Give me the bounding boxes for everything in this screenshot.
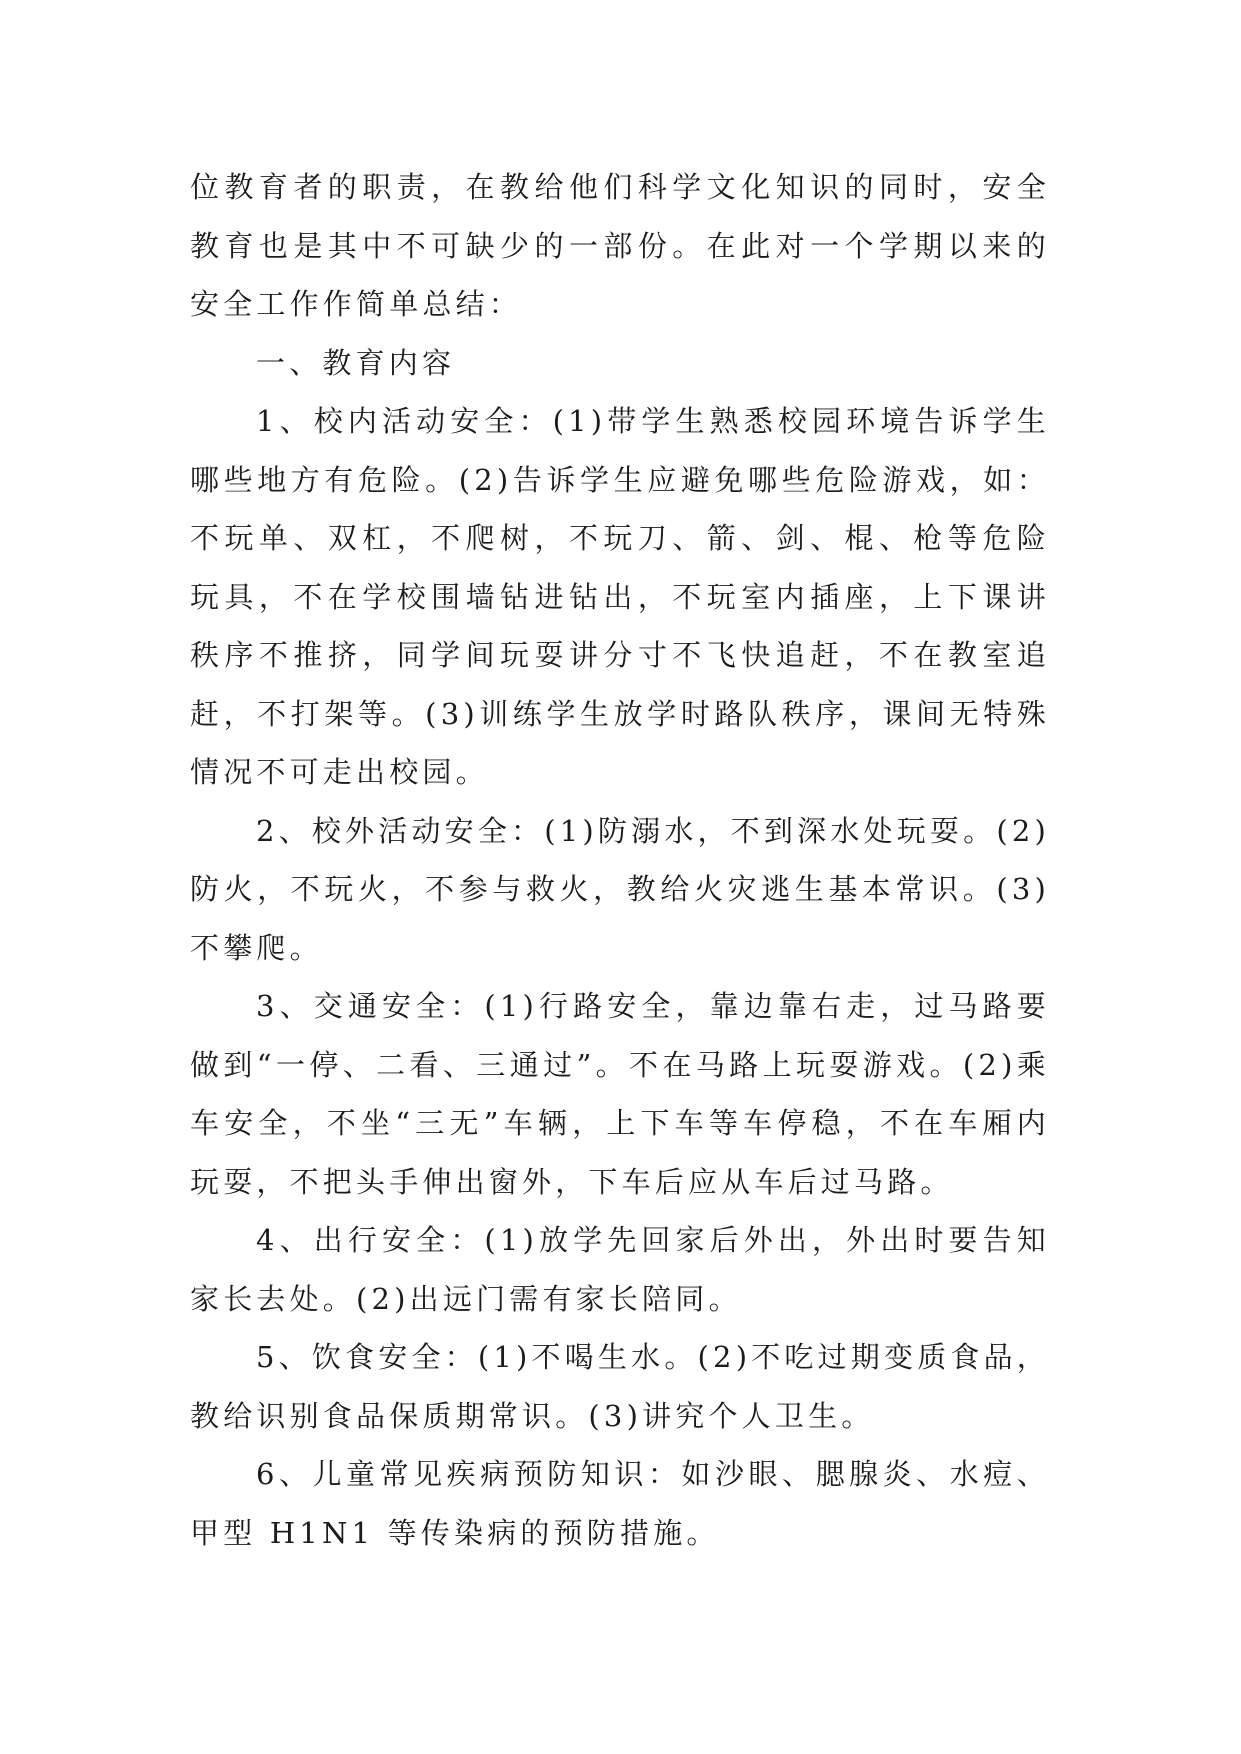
paragraph-campus-safety: 1、校内活动安全：(1)带学生熟悉校园环境告诉学生哪些地方有危险。(2)告诉学生应避免哪些危险游戏，如：不玩单、双杠，不爬树，不玩刀、箭、剑、棍、枪等危险玩具，不在学校围墙钻进钻出，不玩室内插座，上下课讲秩序不推挤，同学间玩耍讲分寸不飞快追赶，不在教室追赶，不打架等。(3)训练学生放学时路队秩序，课间无特殊情况不可走出校园。: [190, 404, 1050, 789]
paragraph-disease-prevention: 6、儿童常见疾病预防知识：如沙眼、腮腺炎、水痘、甲型 H1N1 等传染病的预防措施。: [190, 1457, 1050, 1550]
paragraph-travel-safety: 4、出行安全：(1)放学先回家后外出，外出时要告知家长去处。(2)出远门需有家长陪同。: [190, 1223, 1050, 1316]
paragraph-intro-continued: 位教育者的职责，在教给他们科学文化知识的同时，安全教育也是其中不可缺少的一部份。在此对一个学期以来的安全工作作简单总结：: [190, 170, 1050, 321]
paragraph-outdoor-safety: 2、校外活动安全：(1)防溺水，不到深水处玩耍。(2)防火，不玩火，不参与救火，教给火灾逃生基本常识。(3)不攀爬。: [190, 813, 1051, 965]
document-body: [190, 158, 1050, 1562]
paragraph-traffic-safety: 3、交通安全：(1)行路安全，靠边靠右走，过马路要做到“一停、二看、三通过”。不在马路上玩耍游戏。(2)乘车安全，不坐“三无”车辆，上下车等车停稳，不在车厢内玩耍，不把头手伸出窗外，下车后应从车后过马路。: [190, 989, 1050, 1199]
heading-education-content: 一、教育内容: [256, 345, 456, 380]
paragraph-food-safety: 5、饮食安全：(1)不喝生水。(2)不吃过期变质食品，教给识别食品保质期常识。(3)讲究个人卫生。: [190, 1340, 1051, 1433]
